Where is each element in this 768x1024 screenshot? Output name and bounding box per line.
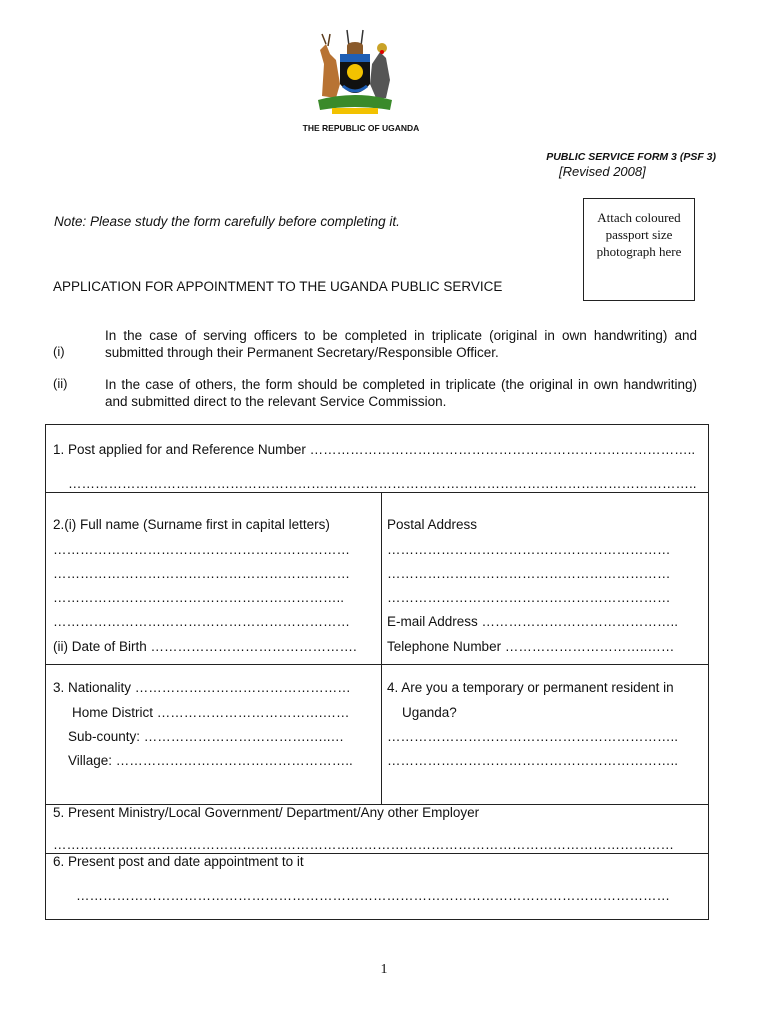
full-name-line[interactable]: ………………………………………………………… <box>53 614 350 629</box>
present-post-line[interactable]: …………………………………………………………………………………………………………………… <box>76 888 670 903</box>
post-applied-field[interactable]: 1. Post applied for and Reference Number ………………………………………………………………………….. <box>53 442 696 457</box>
full-name-label: 2.(i) Full name (Surname first in capital letters) <box>53 517 330 532</box>
instruction-text: In the case of others, the form should be completed in triplicate (the original in own handwriting) and submitted direct to the relevant Service Commission. <box>105 377 697 409</box>
post-applied-line[interactable]: ………………………………………………………………………………………………………………………….. <box>68 476 697 491</box>
present-post-label: 6. Present post and date appointment to it <box>53 854 304 869</box>
photo-box[interactable] <box>583 198 695 301</box>
full-name-line[interactable]: ………………………………………………………… <box>53 566 350 581</box>
postal-address-line[interactable]: ……………………………………………………… <box>387 542 671 557</box>
postal-address-label: Postal Address <box>387 517 478 532</box>
date-of-birth-field[interactable]: (ii) Date of Birth ………………………………………. <box>53 639 357 654</box>
page-title: APPLICATION FOR APPOINTMENT TO THE UGANDA PUBLIC SERVICE <box>53 279 503 294</box>
instruction-number: (ii) <box>53 376 68 391</box>
postal-address-line[interactable]: ……………………………………………………… <box>387 566 671 581</box>
present-employer-label: 5. Present Ministry/Local Government/ Department/Any other Employer <box>53 805 480 820</box>
republic-heading: THE REPUBLIC OF UGANDA <box>302 123 420 133</box>
instruction-text: In the case of serving officers to be completed in triplicate (original in own handwriting) and submitted through their Permanent Secretary/Responsible Officer. <box>105 328 697 360</box>
sub-county-field[interactable]: Sub-county: ……………………………….…..… <box>68 729 345 744</box>
divider <box>46 492 708 493</box>
photo-box-line: passport size <box>605 227 673 242</box>
revised-date: [Revised 2008] <box>559 164 646 179</box>
residency-label: 4. Are you a temporary or permanent resident in <box>387 680 674 695</box>
photo-box-line: Attach coloured <box>597 210 681 225</box>
email-field[interactable]: E-mail Address …………………………………….. <box>387 614 679 629</box>
full-name-line[interactable]: ……………………………………………………….. <box>53 590 345 605</box>
divider <box>381 492 382 804</box>
form-code: PUBLIC SERVICE FORM 3 (PSF 3) <box>546 151 716 163</box>
residency-line[interactable]: ……………………………………………………….. <box>387 729 679 744</box>
postal-address-line[interactable]: ……………………………………………………… <box>387 590 671 605</box>
full-name-line[interactable]: ………………………………………………………… <box>53 542 350 557</box>
home-district-field[interactable]: Home District ……………………………….…… <box>72 705 350 720</box>
present-employer-line[interactable]: ………………………………………………………………………………………………………………………… <box>53 837 674 852</box>
divider <box>46 664 708 665</box>
uganda-coat-of-arms-icon <box>310 24 400 118</box>
residency-label: Uganda? <box>402 705 457 720</box>
note-text: Note: Please study the form carefully before completing it. <box>54 214 400 229</box>
photo-box-line: photograph here <box>596 244 682 259</box>
village-field[interactable]: Village: …………………………………………….. <box>68 753 353 768</box>
telephone-field[interactable]: Telephone Number …………………………..…… <box>387 639 675 654</box>
page-number: 1 <box>380 962 388 977</box>
residency-line[interactable]: ……………………………………………………….. <box>387 753 679 768</box>
instruction-number: (i) <box>53 344 65 359</box>
application-form <box>45 424 709 920</box>
nationality-field[interactable]: 3. Nationality ………………………………………… <box>53 680 351 695</box>
